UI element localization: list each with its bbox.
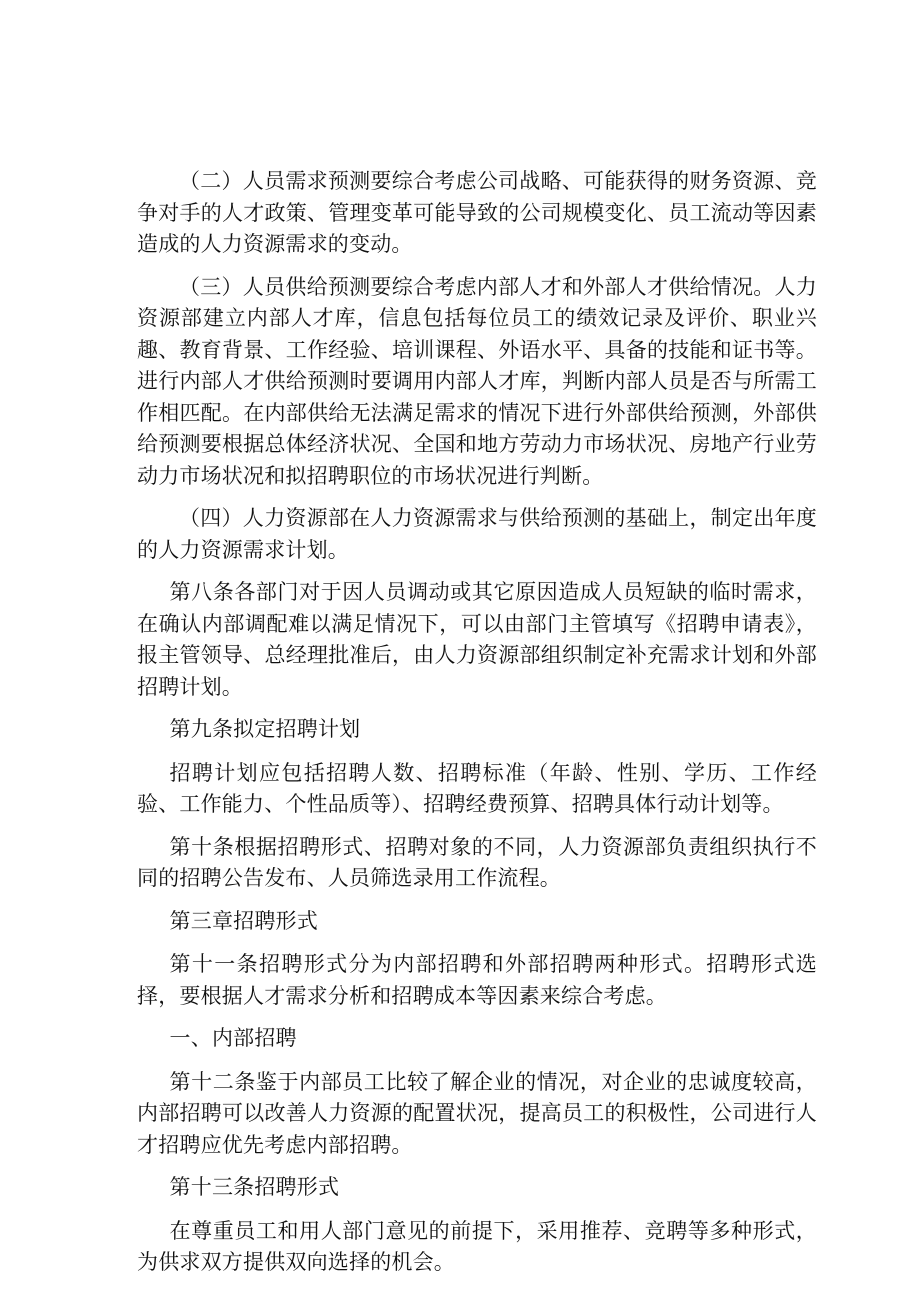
article-13-body: 在尊重员工和用人部门意见的前提下，采用推荐、竞聘等多种形式，为供求双方提供双向选择的机会。 bbox=[137, 1218, 817, 1274]
article-12: 第十二条鉴于内部员工比较了解企业的情况，对企业的忠诚度较高，内部招聘可以改善人力资源的配置状况，提高员工的积极性，公司进行人才招聘应优先考虑内部招聘。 bbox=[137, 1069, 817, 1157]
paragraph-demand-forecast: （二）人员需求预测要综合考虑公司战略、可能获得的财务资源、竞争对手的人才政策、管理变革可能导致的公司规模变化、员工流动等因素造成的人力资源需求的变动。 bbox=[137, 169, 817, 256]
section-internal-recruitment-heading: 一、内部招聘 bbox=[169, 1026, 297, 1050]
chapter-3-heading: 第三章招聘形式 bbox=[169, 908, 318, 933]
article-10: 第十条根据招聘形式、招聘对象的不同，人力资源部负责组织执行不同的招聘公告发布、人员筛选录用工作流程。 bbox=[137, 834, 817, 890]
article-9-body: 招聘计划应包括招聘人数、招聘标准（年龄、性别、学历、工作经验、工作能力、个性品质等）、招聘经费预算、招聘具体行动计划等。 bbox=[137, 760, 817, 816]
paragraph-supply-forecast: （三）人员供给预测要综合考虑内部人才和外部人才供给情况。人力资源部建立内部人才库，信息包括每位员工的绩效记录及评价、职业兴趣、教育背景、工作经验、培训课程、外语水平、具备的技能和证书等。进行内部人才供给预测时要调用内部人才库，判断内部人员是否与所需工作相匹配。在内部供给无法满足需求的情况下进行外部供给预测，外部供给预测要根据总体经济状况、全国和地方劳动力市场状况、房地产行业劳动力市场状况和拟招聘职位的市场状况进行判断。 bbox=[137, 274, 817, 488]
paragraph-annual-plan: （四）人力资源部在人力资源需求与供给预测的基础上，制定出年度的人力资源需求计划。 bbox=[137, 506, 817, 562]
article-13-heading: 第十三条招聘形式 bbox=[169, 1175, 340, 1199]
document-body bbox=[137, 166, 817, 1290]
article-9-heading: 第九条拟定招聘计划 bbox=[169, 717, 361, 741]
article-8: 第八条各部门对于因人员调动或其它原因造成人员短缺的临时需求，在确认内部调配难以满足情况下，可以由部门主管填写《招聘申请表》，报主管领导、总经理批准后，由人力资源部组织制定补充需求计划和外部招聘计划。 bbox=[137, 580, 817, 699]
article-11: 第十一条招聘形式分为内部招聘和外部招聘两种形式。招聘形式选择，要根据人才需求分析和招聘成本等因素来综合考虑。 bbox=[137, 952, 817, 1008]
